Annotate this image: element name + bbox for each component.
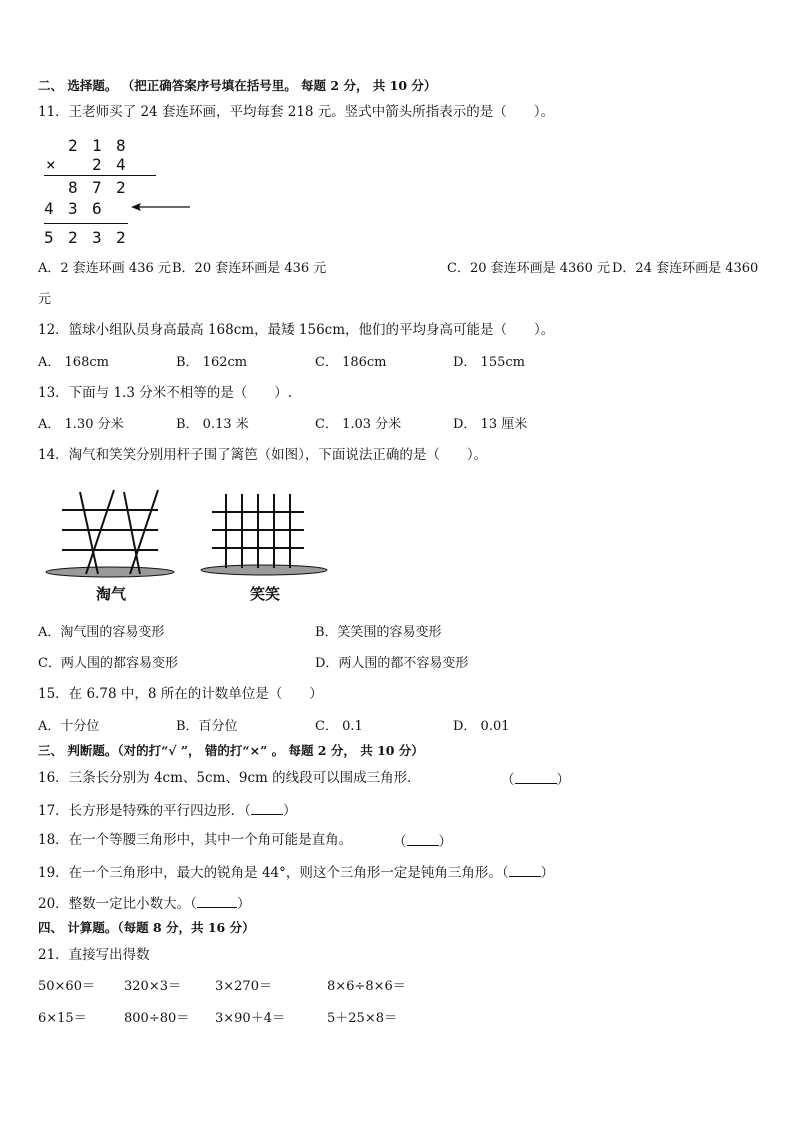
mult-digit: 7 (92, 178, 102, 197)
q13-option-b: B． 0.13 米 (176, 417, 249, 432)
q12-option-d: D． 155cm (453, 355, 525, 370)
mult-digit: 1 (92, 136, 102, 155)
judge-16 (38, 772, 421, 786)
question-11-text: 11．王老师买了 24 套连环画，平均每套 218 元。竖式中箭头所指表示的是（ ）。 (38, 104, 555, 120)
q12-option-b: B． 162cm (176, 355, 248, 370)
question-13-text: 13．下面与 1.3 分米不相等的是（ ）. (38, 385, 293, 401)
judge-19-text: 19．在一个三角形中，最大的锐角是 44°，则这个三角形一定是钝角三角形。（ (38, 865, 509, 881)
section-2-title: 二、 选择题。 （把正确答案序号填在括号里。 每题 2 分， 共 10 分） (38, 78, 437, 93)
calc-item: 5＋25×8＝ (327, 1011, 397, 1026)
section-4-title: 四、 计算题。（每题 8 分，共 16 分） (38, 920, 255, 935)
mult-digit: 2 (68, 136, 78, 155)
q11-option-c: C．20 套连环画是 4360 元 (447, 261, 610, 276)
judge-18-text: 18．在一个等腰三角形中，其中一个角可能是直角。 (38, 832, 353, 848)
judge-17-text: 17．长方形是特殊的平行四边形．（ (38, 803, 251, 819)
judge-18 (38, 834, 352, 848)
mult-digit: 2 (116, 178, 126, 197)
q15-option-b: B．百分位 (176, 719, 238, 734)
judge-20: 20．整数一定比小数大。（ ） (38, 896, 251, 912)
q14-option-b: B．笑笑围的容易变形 (315, 625, 442, 640)
judge-17: 17．长方形是特殊的平行四边形．（ ） (38, 803, 297, 819)
mult-digit: 3 (68, 199, 78, 218)
question-21-text: 21．直接写出得数 (38, 947, 150, 963)
section-3-title: 三、 判断题。（对的打“√ ”， 错的打“×” 。 每题 2 分， 共 10 分） (38, 743, 424, 758)
q15-option-d: D． 0.01 (453, 719, 510, 734)
mult-digit: 4 (116, 155, 126, 174)
mult-digit: 2 (68, 228, 78, 247)
judge-16-answer[interactable]: （ ） (501, 772, 570, 788)
q11-option-d: D．24 套连环画是 4360 (612, 261, 759, 276)
calc-item: 3×270＝ (215, 979, 272, 994)
q15-option-c: C． 0.1 (315, 719, 363, 734)
mult-digit: 4 (44, 199, 54, 218)
q11-option-b: B．20 套连环画是 436 元 (172, 261, 327, 276)
calc-item: 50×60＝ (38, 979, 95, 994)
judge-20-text: 20．整数一定比小数大。（ (38, 896, 197, 912)
judge-19-answer[interactable] (509, 865, 541, 877)
q11-option-d-cont: 元 (38, 292, 52, 307)
calc-item: 6×15＝ (38, 1011, 87, 1026)
judge-20-answer[interactable] (197, 896, 237, 908)
calc-item: 3×90＋4＝ (215, 1011, 285, 1026)
judge-19: 19．在一个三角形中，最大的锐角是 44°，则这个三角形一定是钝角三角形。（ ） (38, 865, 555, 881)
q13-option-d: D． 13 厘米 (453, 417, 528, 432)
taoqi-fence-figure (40, 488, 180, 584)
mult-digit: 2 (92, 155, 102, 174)
q11-option-a: A．2 套连环画 436 元 (38, 261, 171, 276)
q15-option-a: A．十分位 (38, 719, 100, 734)
mult-digit: 6 (92, 199, 102, 218)
q12-option-a: A． 168cm (38, 355, 109, 370)
question-14-text: 14．淘气和笑笑分别用杆子围了篱笆（如图），下面说法正确的是（ ）。 (38, 447, 488, 463)
calc-item: 320×3＝ (124, 979, 181, 994)
xiaoxiao-label: 笑笑 (250, 585, 281, 603)
mult-digit: 5 (44, 228, 54, 247)
question-15-text: 15．在 6.78 中，8 所在的计数单位是（ ） (38, 686, 323, 702)
mult-digit: 2 (116, 228, 126, 247)
taoqi-label: 淘气 (96, 585, 127, 603)
q13-option-c: C． 1.03 分米 (315, 417, 402, 432)
mult-line-1 (44, 175, 156, 176)
q14-option-d: D．两人围的都不容易变形 (315, 656, 469, 671)
q13-option-a: A． 1.30 分米 (38, 417, 124, 432)
judge-18-answer[interactable]: （ ） (393, 834, 452, 850)
times-sign: × (46, 155, 56, 174)
question-12-text: 12．篮球小组队员身高最高 168cm，最矮 156cm，他们的平均身高可能是（ ）。 (38, 322, 555, 338)
mult-line-2 (44, 223, 128, 224)
judge-16-text: 16．三条长分别为 4cm、5cm、9cm 的线段可以围成三角形． (38, 770, 421, 786)
q14-option-a: A．淘气围的容易变形 (38, 625, 165, 640)
xiaoxiao-fence-figure (198, 490, 332, 582)
mult-digit: 8 (116, 136, 126, 155)
q14-option-c: C．两人围的都容易变形 (38, 656, 178, 671)
calc-item: 8×6÷8×6＝ (327, 979, 406, 994)
q12-option-c: C． 186cm (315, 355, 387, 370)
arrow-left-icon (130, 200, 192, 214)
mult-digit: 3 (92, 228, 102, 247)
judge-17-answer[interactable] (251, 803, 283, 815)
mult-digit: 8 (68, 178, 78, 197)
calc-item: 800÷80＝ (124, 1011, 190, 1026)
